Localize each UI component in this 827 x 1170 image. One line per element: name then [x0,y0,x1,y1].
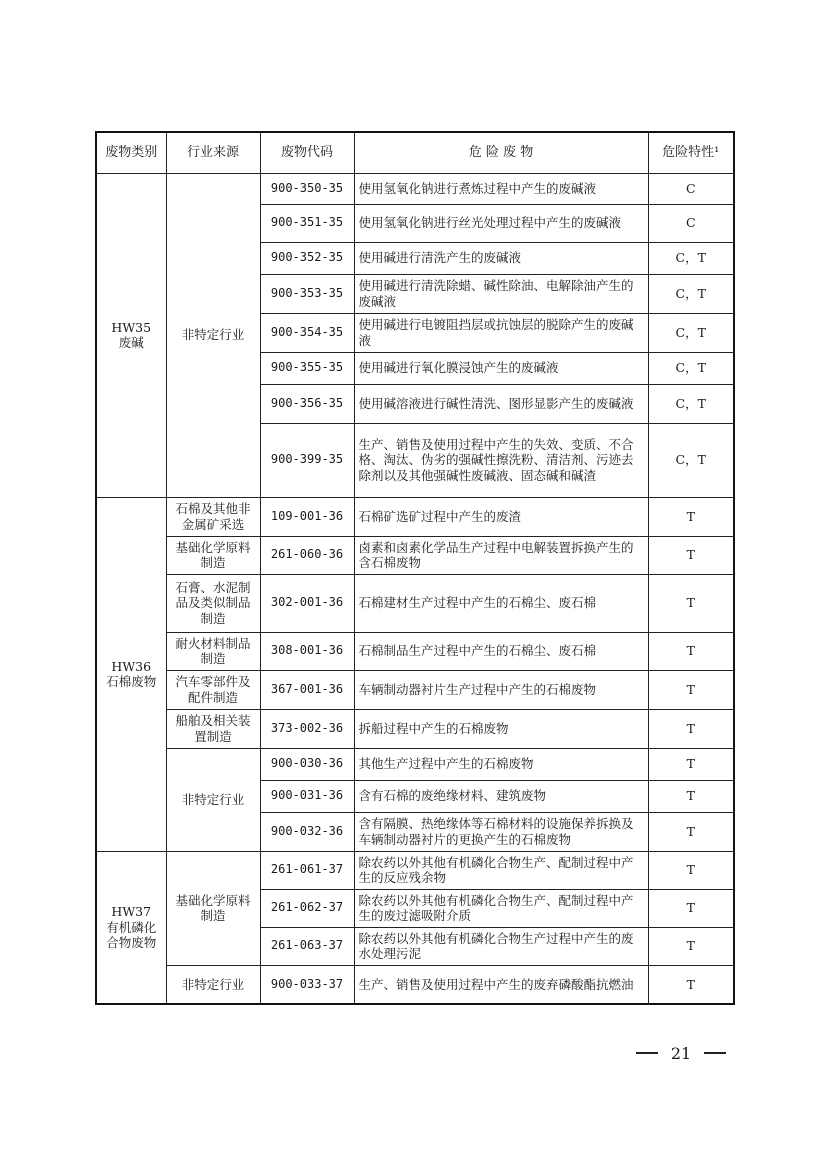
code-cell: 900-030-36 [260,748,354,780]
code-cell: 900-352-35 [260,242,354,274]
desc-cell: 使用碱进行电镀阻挡层或抗蚀层的脱除产生的废碱液 [354,313,648,352]
code-cell: 900-353-35 [260,274,354,313]
code-cell: 900-355-35 [260,352,354,384]
desc-cell: 石棉矿选矿过程中产生的废渣 [354,497,648,536]
code-cell: 109-001-36 [260,497,354,536]
code-cell: 308-001-36 [260,632,354,670]
page-number: 21 [670,1043,692,1063]
page-dash-left [636,1052,658,1053]
desc-cell: 含有隔膜、热绝缘体等石棉材料的设施保养拆换及车辆制动器衬片的更换产生的石棉废物 [354,812,648,851]
code-cell: 900-356-35 [260,384,354,423]
header-waste: 危 险 废 物 [354,132,648,173]
desc-cell: 除农药以外其他有机磷化合物生产过程中产生的废水处理污泥 [354,927,648,965]
hazard-cell: T [648,632,734,670]
code-cell: 900-354-35 [260,313,354,352]
hazard-cell: T [648,965,734,1004]
desc-cell: 除农药以外其他有机磷化合物生产、配制过程中产生的反应残余物 [354,851,648,889]
code-cell: 302-001-36 [260,574,354,632]
hazard-cell: T [648,851,734,889]
table-row [96,748,734,780]
hazard-cell: T [648,748,734,780]
table-row [96,851,734,889]
desc-cell: 拆船过程中产生的石棉废物 [354,709,648,748]
hazard-cell: T [648,780,734,812]
desc-cell: 生产、销售及使用过程中产生的废弃磷酸酯抗燃油 [354,965,648,1004]
desc-cell: 车辆制动器衬片生产过程中产生的石棉废物 [354,670,648,709]
table-row [96,670,734,709]
hazard-cell: T [648,536,734,574]
hazardous-waste-table [95,131,735,1005]
hazard-cell: T [648,497,734,536]
page-dash-right [704,1052,726,1053]
source-cell: 基础化学原料制造 [166,536,260,574]
category-cell: HW37 有机磷化 合物废物 [96,851,166,1004]
hazard-cell: C [648,173,734,204]
hazard-cell: T [648,670,734,709]
header-source: 行业来源 [166,132,260,173]
code-cell: 900-399-35 [260,423,354,497]
hazard-cell: C，T [648,242,734,274]
source-cell: 汽车零部件及配件制造 [166,670,260,709]
code-cell: 900-350-35 [260,173,354,204]
hazard-cell: C，T [648,384,734,423]
header-code: 废物代码 [260,132,354,173]
header-row [96,132,734,173]
code-cell: 373-002-36 [260,709,354,748]
table-row [96,709,734,748]
hazard-cell: T [648,927,734,965]
desc-cell: 石棉建材生产过程中产生的石棉尘、废石棉 [354,574,648,632]
desc-cell: 使用氢氧化钠进行丝光处理过程中产生的废碱液 [354,204,648,242]
code-cell: 900-033-37 [260,965,354,1004]
hazard-cell: C，T [648,352,734,384]
hazard-cell: T [648,709,734,748]
header-hazard: 危险特性¹ [648,132,734,173]
code-cell: 900-351-35 [260,204,354,242]
source-cell: 非特定行业 [166,748,260,851]
source-cell: 船舶及相关装置制造 [166,709,260,748]
table-row [96,536,734,574]
source-cell: 非特定行业 [166,965,260,1004]
header-category: 废物类别 [96,132,166,173]
desc-cell: 使用碱溶液进行碱性清洗、图形显影产生的废碱液 [354,384,648,423]
desc-cell: 使用碱进行清洗除蜡、碱性除油、电解除油产生的废碱液 [354,274,648,313]
code-cell: 261-060-36 [260,536,354,574]
source-cell: 石棉及其他非金属矿采选 [166,497,260,536]
table-row [96,173,734,204]
desc-cell: 石棉制品生产过程中产生的石棉尘、废石棉 [354,632,648,670]
code-cell: 261-061-37 [260,851,354,889]
desc-cell: 使用氢氧化钠进行煮炼过程中产生的废碱液 [354,173,648,204]
desc-cell: 含有石棉的废绝缘材料、建筑废物 [354,780,648,812]
code-cell: 900-032-36 [260,812,354,851]
source-cell: 石膏、水泥制品及类似制品制造 [166,574,260,632]
hazard-cell: C，T [648,274,734,313]
hazard-cell: T [648,812,734,851]
source-cell: 耐火材料制品制造 [166,632,260,670]
hazard-cell: C，T [648,423,734,497]
desc-cell: 使用碱进行氧化膜浸蚀产生的废碱液 [354,352,648,384]
code-cell: 261-062-37 [260,889,354,927]
hazard-cell: C，T [648,313,734,352]
desc-cell: 使用碱进行清洗产生的废碱液 [354,242,648,274]
hazard-cell: T [648,889,734,927]
code-cell: 900-031-36 [260,780,354,812]
desc-cell: 生产、销售及使用过程中产生的失效、变质、不合格、淘汰、伪劣的强碱性擦洗粉、清洁剂、污迹去除剂以及其他强碱性废碱液、固态碱和碱渣 [354,423,648,497]
desc-cell: 卤素和卤素化学品生产过程中电解装置拆换产生的含石棉废物 [354,536,648,574]
category-cell: HW35 废碱 [96,173,166,497]
hazard-cell: C [648,204,734,242]
table-row [96,632,734,670]
desc-cell: 除农药以外其他有机磷化合物生产、配制过程中产生的废过滤吸附介质 [354,889,648,927]
table-row [96,965,734,1004]
desc-cell: 其他生产过程中产生的石棉废物 [354,748,648,780]
page-footer [636,1043,726,1063]
code-cell: 261-063-37 [260,927,354,965]
table-row [96,574,734,632]
table-row [96,497,734,536]
source-cell: 非特定行业 [166,173,260,497]
category-cell: HW36 石棉废物 [96,497,166,851]
hazard-cell: T [648,574,734,632]
code-cell: 367-001-36 [260,670,354,709]
source-cell: 基础化学原料制造 [166,851,260,965]
